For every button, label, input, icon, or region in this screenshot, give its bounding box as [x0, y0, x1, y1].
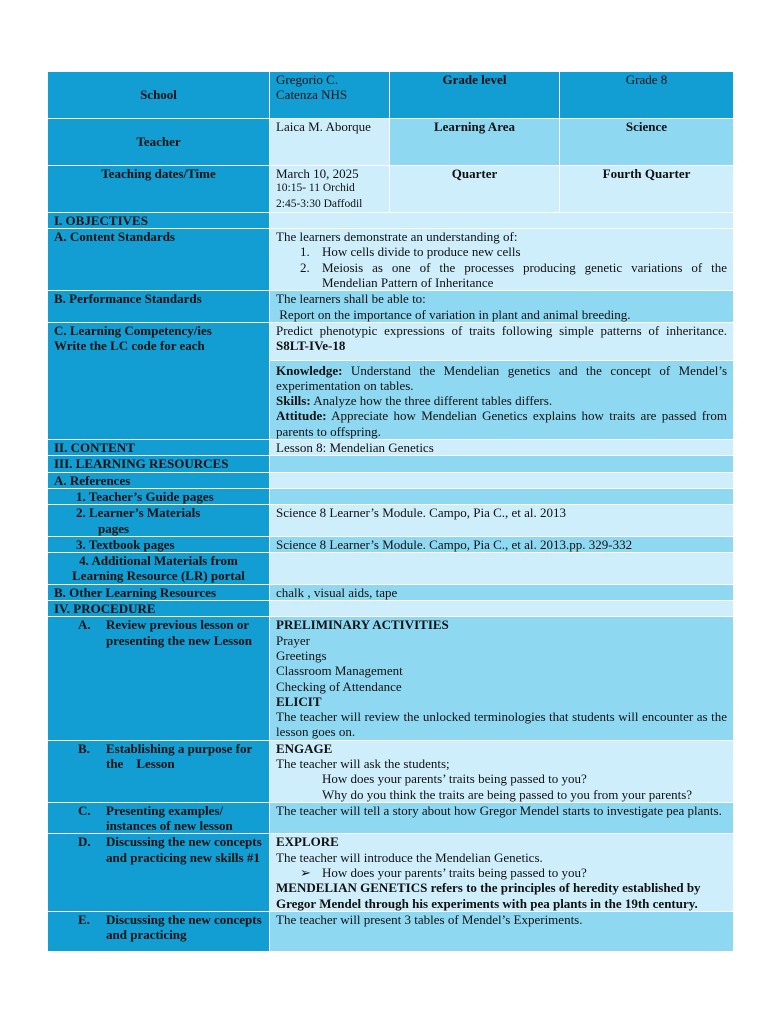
procedure-a-row	[48, 617, 734, 740]
arrow-bullet-icon: ➢	[300, 865, 311, 881]
procedure-e-row	[48, 911, 734, 951]
header-row-dates	[48, 166, 734, 213]
school-label: School	[48, 72, 270, 119]
header-row-school	[48, 72, 734, 119]
teacher-value: Laica M. Aborque	[270, 119, 390, 166]
procedure-d-label: D. Discussing the new concepts and practicing new skills #1	[48, 834, 270, 911]
references-label: A. References	[48, 472, 270, 488]
learning-area-label: Learning Area	[390, 119, 560, 166]
teaching-date: March 10, 2025	[276, 166, 359, 181]
objectives-heading: I. OBJECTIVES	[48, 212, 270, 228]
content-heading: II. CONTENT	[48, 440, 270, 456]
content-standards-intro: The learners demonstrate an understanding of:	[276, 229, 518, 245]
content-standards-value	[270, 229, 734, 291]
learning-area-value: Science	[560, 119, 734, 166]
procedure-heading-row	[48, 601, 734, 617]
learning-competency-label: C. Learning Competency/ies Write the LC code for each	[48, 322, 270, 439]
quarter-value: Fourth Quarter	[560, 166, 734, 213]
procedure-e-value: The teacher will present 3 tables of Mendel’s Experiments.	[270, 911, 734, 951]
procedure-d-row	[48, 834, 734, 911]
procedure-b-label: B. Establishing a purpose for the Lesson	[48, 740, 270, 802]
teachers-guide-row	[48, 488, 734, 504]
content-row	[48, 440, 734, 456]
objectives-heading-row	[48, 212, 734, 228]
procedure-a-label: A. Review previous lesson or presenting the new Lesson	[48, 617, 270, 740]
school-value: Gregorio C. Catenza NHS	[270, 72, 390, 119]
list-item: 1. How cells divide to produce new cells	[300, 244, 521, 260]
textbook-pages-row	[48, 536, 734, 552]
teaching-dates-label: Teaching dates/Time	[48, 166, 270, 213]
learners-materials-value: Science 8 Learner’s Module. Campo, Pia C., et al. 2013	[270, 505, 734, 537]
procedure-e-label: E. Discussing the new concepts and practicing	[48, 911, 270, 951]
performance-standards-row	[48, 291, 734, 323]
other-resources-row	[48, 584, 734, 600]
teachers-guide-label: 1. Teacher’s Guide pages	[48, 488, 270, 504]
performance-standards-label: B. Performance Standards	[48, 291, 270, 323]
procedure-c-label: C. Presenting examples/ instances of new lesson	[48, 802, 270, 834]
learners-materials-label: 2. Learner’s Materials pages	[48, 505, 270, 537]
learning-resources-row	[48, 456, 734, 472]
procedure-heading: IV. PROCEDURE	[48, 601, 270, 617]
lesson-plan-table	[47, 71, 734, 952]
other-resources-label: B. Other Learning Resources	[48, 584, 270, 600]
teaching-time-orchid: 10:15- 11 Orchid	[276, 182, 355, 195]
textbook-pages-value: Science 8 Learner’s Module. Campo, Pia C., et al. 2013.pp. 329-332	[270, 536, 734, 552]
ksa-objectives: Knowledge: Understand the Mendelian genetics and the concept of Mendel’s experimentation on tables. Skills: Analyze how the three different tables differs. Attitude: Appreciate how Mendelian Genetics explains how traits are passed from parents to offspring.	[270, 360, 733, 439]
procedure-c-value: The teacher will tell a story about how Gregor Mendel starts to investigate pea plants.	[270, 802, 734, 834]
learning-competency-value: Predict phenotypic expressions of traits following simple patterns of inheritance. S8LT-IVe-18 Knowledge: Understand the Mendelian genetics and the concept of Mendel’s experimentation on tables. Skills: Analyze how the three different tables differs. Attitude: Appreciate how Mendelian Genetics explains how traits are passed from parents to offspring.	[270, 322, 734, 439]
list-item: 2. Meiosis as one of the processes producing genetic variations of the Mendelian Pattern of Inheritance	[300, 259, 727, 291]
content-standards-row	[48, 229, 734, 291]
content-standards-list	[276, 244, 727, 290]
teacher-label: Teacher	[48, 119, 270, 166]
learning-resources-heading: III. LEARNING RESOURCES	[48, 456, 270, 472]
competency-code: S8LT-IVe-18	[276, 338, 346, 354]
additional-materials-row	[48, 553, 734, 585]
procedure-a-value: PRELIMINARY ACTIVITIES Prayer Greetings Classroom Management Checking of Attendance ELICIT The teacher will review the unlocked terminologies that students will encounter as the lesson goes on.	[270, 617, 734, 740]
additional-materials-label: 4. Additional Materials from Learning Resource (LR) portal	[48, 553, 270, 585]
procedure-c-row	[48, 802, 734, 834]
grade-level-value: Grade 8	[560, 72, 734, 119]
content-value: Lesson 8: Mendelian Genetics	[270, 440, 734, 456]
references-row	[48, 472, 734, 488]
teaching-time-daffodil: 2:45-3:30 Daffodil	[276, 197, 363, 210]
performance-standards-value: The learners shall be able to: Report on the importance of variation in plant and animal breeding.	[270, 291, 734, 323]
learning-competency-row	[48, 322, 734, 439]
procedure-b-row	[48, 740, 734, 802]
other-resources-value: chalk , visual aids, tape	[270, 584, 734, 600]
header-row-teacher	[48, 119, 734, 166]
grade-level-label: Grade level	[390, 72, 560, 119]
procedure-b-value: ENGAGE The teacher will ask the students; How does your parents’ traits being passed to you? Why do you think the traits are being passed to you from your parents?	[270, 740, 734, 802]
content-standards-label: A. Content Standards	[48, 229, 270, 291]
teaching-dates-value	[270, 166, 390, 213]
learners-materials-row	[48, 505, 734, 537]
procedure-d-value: EXPLORE The teacher will introduce the Mendelian Genetics. ➢ How does your parents’ traits being passed to you? MENDELIAN GENETICS refers to the principles of heredity established by Gregor Mendel through his experiments with pea plants in the 19th century.	[270, 834, 734, 911]
textbook-pages-label: 3. Textbook pages	[48, 536, 270, 552]
quarter-label: Quarter	[390, 166, 560, 213]
